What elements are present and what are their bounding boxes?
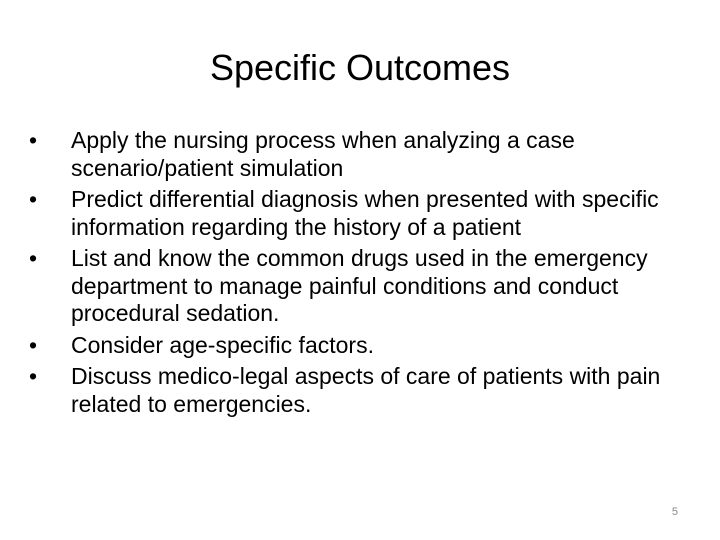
- page-number: 5: [671, 506, 678, 518]
- bullet-icon: •: [29, 127, 38, 153]
- bullet-icon: •: [29, 331, 38, 358]
- list-item: [29, 245, 679, 328]
- list-item: [29, 332, 679, 360]
- list-item-text: List and know the common drugs used in the emergency department to manage painful conditions and conduct procedural sedation.: [71, 245, 648, 326]
- bullet-icon: •: [29, 186, 38, 212]
- list-item-text: Consider age-specific factors.: [71, 331, 374, 358]
- bullet-list: [29, 127, 679, 422]
- list-item: [29, 363, 679, 418]
- list-item: [29, 186, 679, 241]
- list-item: [29, 127, 679, 182]
- list-item-text: Apply the nursing process when analyzing a case scenario/patient simulation: [71, 127, 575, 181]
- list-item-text: Discuss medico-legal aspects of care of patients with pain related to emergencies.: [71, 363, 661, 417]
- bullet-icon: •: [29, 363, 38, 389]
- bullet-icon: •: [29, 245, 38, 271]
- slide-title: Specific Outcomes: [209, 47, 511, 88]
- list-item-text: Predict differential diagnosis when presented with specific information regarding the history of a patient: [71, 186, 659, 240]
